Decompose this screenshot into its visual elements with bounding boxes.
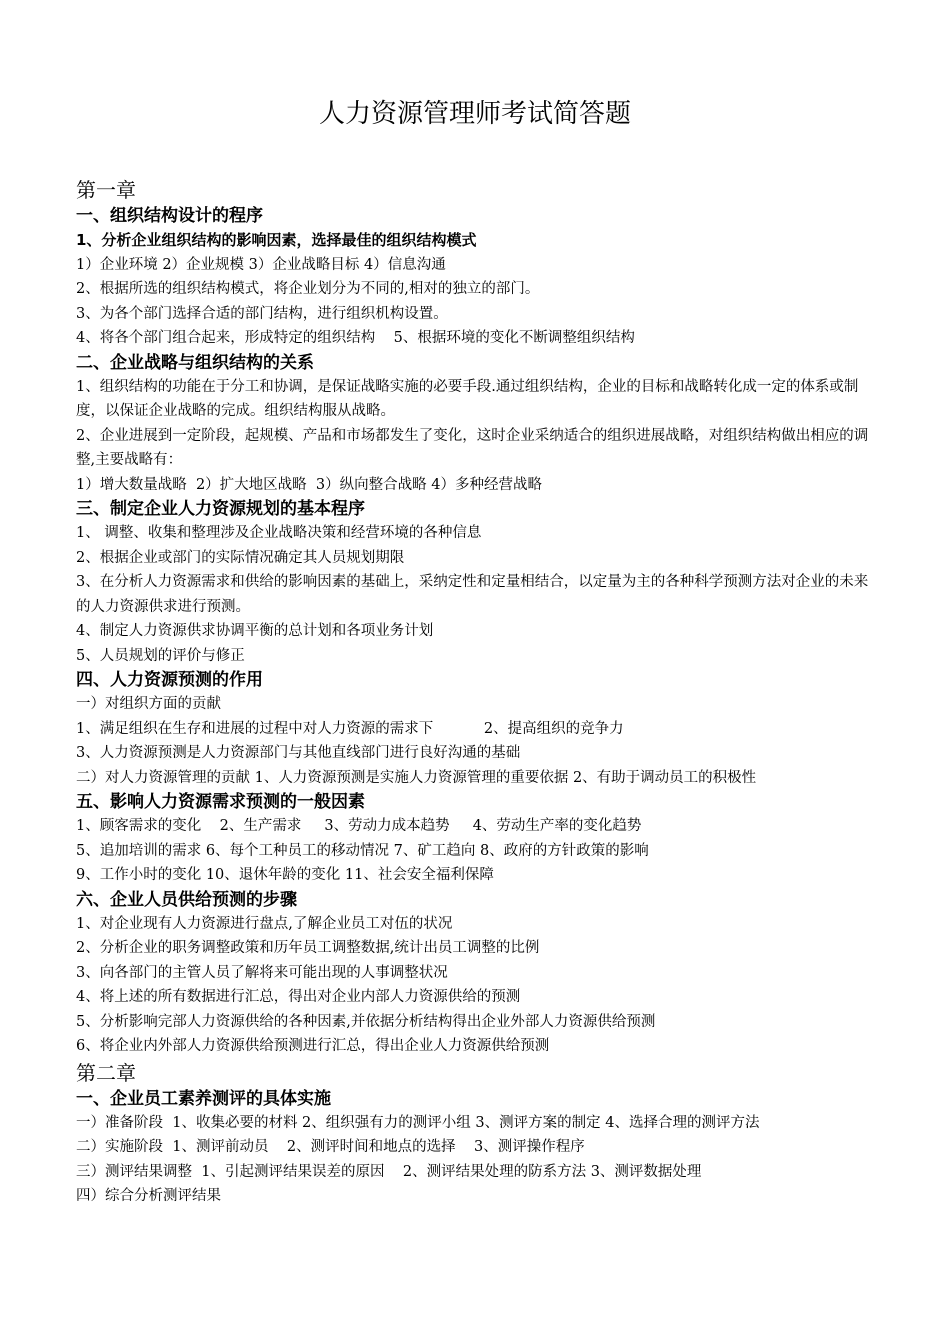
- document-body: [76, 176, 878, 1209]
- section-heading: 一、组织结构设计的程序: [76, 206, 263, 226]
- paragraph: 1、组织结构的功能在于分工和协调，是保证战略实施的必要手段.通过组织结构，企业的目标和战略转化成一定的体系或制度，以保证企业战略的完成。组织结构服从战略。: [76, 378, 859, 419]
- paragraph: 9、工作小时的变化 10、退休年龄的变化 11、社会安全福利保障: [76, 867, 494, 883]
- paragraph: 二）对人力资源管理的贡献 1、人力资源预测是实施人力资源管理的重要依据 2、有助于调动员工的积极性: [76, 769, 757, 786]
- section-heading: 五、影响人力资源需求预测的一般因素: [76, 792, 365, 812]
- paragraph: 6、将企业内外部人力资源供给预测进行汇总，得出企业人力资源供给预测: [76, 1038, 550, 1054]
- paragraph: 1、满足组织在生存和进展的过程中对人力资源的需求下 2、提高组织的竞争力: [76, 720, 624, 737]
- paragraph: 1、 调整、收集和整理涉及企业战略决策和经营环境的各种信息: [76, 525, 482, 541]
- paragraph: 3、人力资源预测是人力资源部门与其他直线部门进行良好沟通的基础: [76, 745, 521, 761]
- section-heading: 六、企业人员供给预测的步骤: [76, 889, 297, 910]
- section-heading: 二、企业战略与组织结构的关系: [76, 352, 314, 373]
- paragraph: 1、顾客需求的变化 2、生产需求 3、劳动力成本趋势 4、劳动生产率的变化趋势: [76, 818, 642, 834]
- paragraph: 四）综合分析测评结果: [76, 1188, 221, 1204]
- paragraph: 一）对组织方面的贡献: [76, 696, 221, 712]
- paragraph: 三）测评结果调整 1、引起测评结果误差的原因 2、测评结果处理的防系方法 3、测评数据处理: [76, 1163, 702, 1180]
- paragraph: 2、根据所选的组织结构模式，将企业划分为不同的,相对的独立的部门。: [76, 281, 540, 297]
- chapter-heading: 第二章: [76, 1060, 136, 1085]
- paragraph: 4、制定人力资源供求协调平衡的总计划和各项业务计划: [76, 623, 434, 639]
- paragraph: 1）增大数量战略 2）扩大地区战略 3）纵向整合战略 4）多种经营战略: [76, 476, 542, 493]
- section-heading: 四、人力资源预测的作用: [76, 670, 263, 690]
- document-title: 人力资源管理师考试简答题: [318, 99, 631, 129]
- section-heading: 一、企业员工素养测评的具体实施: [76, 1088, 331, 1109]
- paragraph: 2、企业进展到一定阶段，起规模、产品和市场都发生了变化，这时企业采纳适合的组织进展战略，对组织结构做出相应的调整,主要战略有：: [76, 427, 869, 468]
- paragraph: 1、对企业现有人力资源进行盘点,了解企业员工对伍的状况: [76, 915, 453, 932]
- chapter-heading: 第一章: [76, 178, 136, 202]
- paragraph: 2、根据企业或部门的实际情况确定其人员规划期限: [76, 549, 405, 566]
- paragraph: 二）实施阶段 1、测评前动员 2、测评时间和地点的选择 3、测评操作程序: [76, 1139, 585, 1155]
- paragraph: 一）准备阶段 1、收集必要的材料 2、组织强有力的测评小组 3、测评方案的制定 4、选择合理的测评方法: [76, 1114, 760, 1131]
- paragraph: 1）企业环境 2）企业规模 3）企业战略目标 4）信息沟通: [76, 256, 446, 273]
- paragraph: 3、向各部门的主管人员了解将来可能出现的人事调整状况: [76, 964, 448, 981]
- subsection-heading: 1、分析企业组织结构的影响因素，选择最佳的组织结构模式: [76, 231, 477, 249]
- paragraph: 4、将各个部门组合起来，形成特定的组织结构 5、根据环境的变化不断调整组织结构: [76, 330, 635, 346]
- section-heading: 三、制定企业人力资源规划的基本程序: [76, 499, 365, 519]
- paragraph: 2、分析企业的职务调整政策和历年员工调整数据,统计出员工调整的比例: [76, 940, 540, 956]
- paragraph: 3、为各个部门选择合适的部门结构，进行组织机构设置。: [76, 305, 448, 322]
- paragraph: 5、人员规划的评价与修正: [76, 647, 245, 664]
- paragraph: 5、分析影响完部人力资源供给的各种因素,并依据分析结构得出企业外部人力资源供给预测: [76, 1013, 656, 1030]
- paragraph: 4、将上述的所有数据进行汇总，得出对企业内部人力资源供给的预测: [76, 989, 521, 1005]
- paragraph: 3、在分析人力资源需求和供给的影响因素的基础上，采纳定性和定量相结合，以定量为主的各种科学预测方法对企业的未来的人力资源供求进行预测。: [76, 574, 869, 615]
- paragraph: 5、追加培训的需求 6、每个工种员工的移动情况 7、矿工趋向 8、政府的方针政策的影响: [76, 842, 649, 859]
